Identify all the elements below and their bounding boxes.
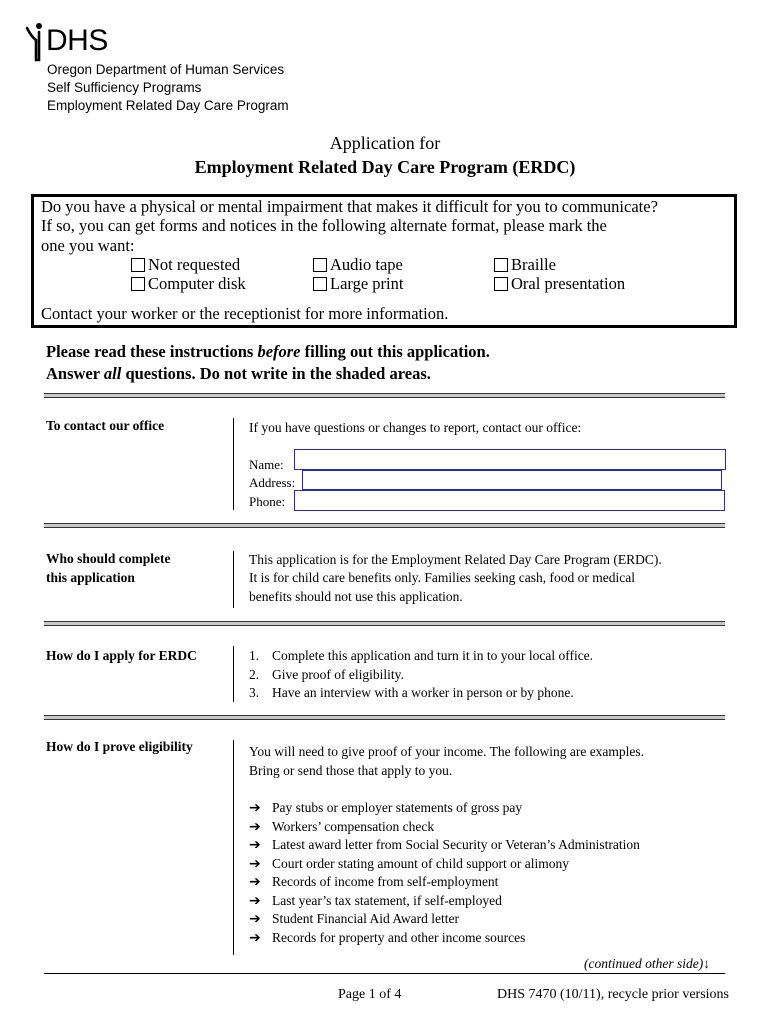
list-item: 2. Give proof of eligibility. bbox=[249, 666, 404, 682]
who-text-3: benefits should not use this application. bbox=[249, 589, 463, 604]
list-item: ➔ Student Financial Aid Award letter bbox=[249, 911, 459, 927]
section-separator-bar bbox=[233, 418, 234, 510]
phone-label: Phone: bbox=[249, 494, 286, 509]
office-name-field[interactable] bbox=[294, 449, 726, 470]
arrow-right-icon: ➔ bbox=[249, 855, 261, 872]
agency-program: Employment Related Day Care Program bbox=[47, 98, 289, 113]
option-label: Oral presentation bbox=[511, 274, 626, 293]
logo-text: DHS bbox=[46, 24, 108, 57]
alt-format-question-2: If so, you can get forms and notices in the following alternate format, please mark the bbox=[41, 216, 607, 235]
checkbox-large-print[interactable] bbox=[313, 277, 327, 291]
footer-rule bbox=[44, 973, 725, 974]
arrow-right-icon: ➔ bbox=[249, 874, 261, 890]
name-label: Name: bbox=[249, 457, 284, 472]
apply-steps-list bbox=[249, 647, 593, 703]
address-label: Address: bbox=[249, 475, 296, 490]
agency-name: Oregon Department of Human Services bbox=[47, 62, 285, 77]
arrow-right-icon: ➔ bbox=[249, 818, 261, 835]
office-phone-field[interactable] bbox=[294, 490, 725, 511]
section-divider bbox=[44, 523, 725, 528]
alt-format-question-3: one you want: bbox=[41, 236, 135, 255]
section-separator-bar bbox=[233, 551, 234, 608]
dhs-logo-figure-icon bbox=[24, 22, 46, 62]
section-divider bbox=[44, 715, 725, 720]
checkbox-braille[interactable] bbox=[494, 258, 508, 272]
checkbox-oral-presentation[interactable] bbox=[494, 277, 508, 291]
section-divider bbox=[44, 393, 725, 398]
arrow-right-icon: ➔ bbox=[249, 911, 261, 927]
option-braille[interactable] bbox=[494, 257, 556, 274]
section-label-who-l2: this application bbox=[46, 570, 135, 585]
option-oral-presentation[interactable] bbox=[494, 276, 625, 293]
section-label-who-l1: Who should complete bbox=[46, 551, 171, 566]
option-label: Not requested bbox=[148, 255, 241, 274]
alt-format-contact: Contact your worker or the receptionist for more information. bbox=[41, 304, 449, 323]
checkbox-audio-tape[interactable] bbox=[313, 258, 327, 272]
arrow-right-icon: ➔ bbox=[249, 929, 261, 946]
section-separator-bar bbox=[233, 646, 234, 702]
list-item: 1. Complete this application and turn it in to your local office. bbox=[249, 648, 594, 663]
section-label-how-apply: How do I apply for ERDC bbox=[46, 648, 197, 663]
list-item: ➔ Records for property and other income sources bbox=[249, 929, 526, 946]
form-title-line2: Employment Related Day Care Program (ERDC) bbox=[194, 157, 576, 177]
section-divider bbox=[44, 621, 725, 626]
page-number: Page 1 of 4 bbox=[338, 987, 402, 1002]
section-label-prove: How do I prove eligibility bbox=[46, 739, 193, 754]
proof-examples-list bbox=[249, 799, 640, 947]
office-address-field[interactable] bbox=[302, 470, 722, 490]
instructions-line1: Please read these instructions before filling out this application. bbox=[46, 342, 490, 361]
who-text-2: It is for child care benefits only. Families seeking cash, food or medical bbox=[249, 570, 636, 585]
list-item: ➔ Pay stubs or employer statements of gross pay bbox=[249, 800, 523, 816]
continued-note: (continued other side)↓ bbox=[584, 956, 710, 971]
prove-intro-1: You will need to give proof of your income. The following are examples. bbox=[249, 744, 645, 759]
prove-intro-2: Bring or send those that apply to you. bbox=[249, 763, 453, 778]
form-id: DHS 7470 (10/11), recycle prior versions bbox=[497, 987, 729, 1002]
form-title-line1: Application for bbox=[329, 133, 441, 153]
list-item: ➔ Last year’s tax statement, if self-employed bbox=[249, 892, 502, 909]
arrow-right-icon: ➔ bbox=[249, 892, 261, 909]
instructions-line2: Answer all questions. Do not write in the shaded areas. bbox=[46, 364, 431, 383]
agency-program-group: Self Sufficiency Programs bbox=[47, 80, 202, 95]
option-computer-disk[interactable] bbox=[131, 276, 246, 293]
option-label: Computer disk bbox=[148, 274, 246, 293]
checkbox-not-requested[interactable] bbox=[131, 258, 145, 272]
checkbox-computer-disk[interactable] bbox=[131, 277, 145, 291]
list-item: 3. Have an interview with a worker in person or by phone. bbox=[249, 685, 574, 700]
list-item: ➔ Records of income from self-employment bbox=[249, 874, 499, 890]
option-audio-tape[interactable] bbox=[313, 257, 403, 274]
list-item: ➔ Workers’ compensation check bbox=[249, 818, 435, 835]
option-not-requested[interactable] bbox=[131, 257, 240, 274]
who-text-1: This application is for the Employment Related Day Care Program (ERDC). bbox=[249, 552, 662, 567]
list-item: ➔ Court order stating amount of child support or alimony bbox=[249, 855, 569, 872]
section-separator-bar bbox=[233, 740, 234, 955]
section-label-contact: To contact our office bbox=[46, 418, 165, 433]
alt-format-question-1: Do you have a physical or mental impairment that makes it difficult for you to communicate? bbox=[41, 197, 658, 216]
arrow-right-icon: ➔ bbox=[249, 837, 261, 853]
option-label: Large print bbox=[330, 274, 404, 293]
arrow-right-icon: ➔ bbox=[249, 800, 261, 816]
option-label: Braille bbox=[511, 255, 556, 274]
list-item: ➔ Latest award letter from Social Security or Veteran’s Administration bbox=[249, 837, 640, 853]
option-label: Audio tape bbox=[330, 255, 403, 274]
contact-intro: If you have questions or changes to report, contact our office: bbox=[249, 420, 582, 435]
option-large-print[interactable] bbox=[313, 276, 403, 293]
